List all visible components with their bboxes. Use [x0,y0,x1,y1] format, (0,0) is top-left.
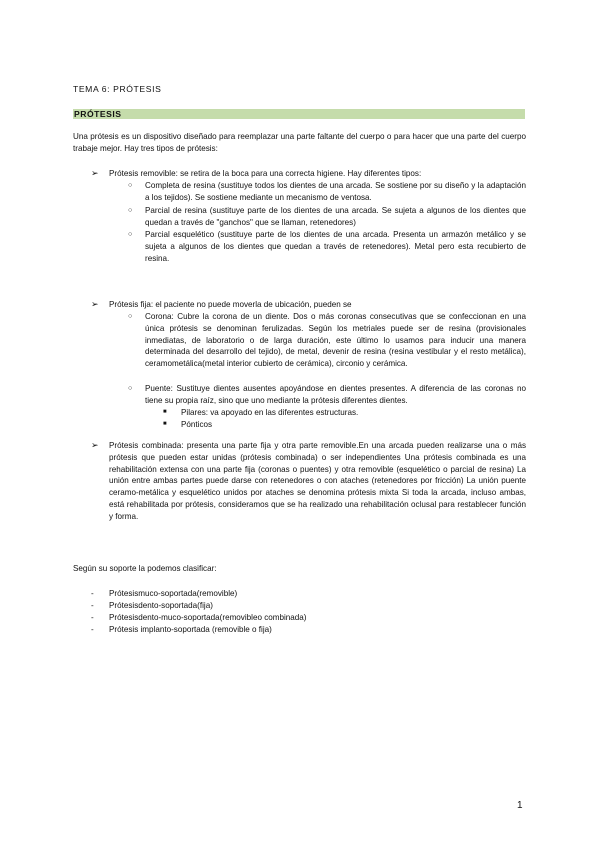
removible-item-completa: Completa de resina (sustituye todos los dientes de una arcada. Se sostiene por su diseño y la adaptación a los tejidos). Se sostiene mediante un mecanismo de ventosa. [145,181,526,202]
circle-bullet-icon: ○ [128,182,133,189]
circle-bullet-icon: ○ [128,385,133,392]
circle-bullet-icon: ○ [128,313,133,320]
soporte-item: Prótesis implanto-soportada (removible o fija) [109,625,272,634]
square-bullet-icon: ■ [163,409,167,415]
removible-heading: Prótesis removible: se retira de la boca para una correcta higiene. Hay diferentes tipos: [109,169,422,178]
section-title: PRÓTESIS [74,109,122,119]
section-highlight-bar [73,109,525,119]
soporte-item: Prótesisdento-soportada(fija) [109,601,213,610]
dash-bullet-icon: - [91,601,94,610]
fija-item-puente: Puente: Sustituye dientes ausentes apoyándose en dientes presentes. A diferencia de las coronas no tiene su propia raíz, sino que uno mediante la prótesis diferentes dientes. [145,384,526,405]
fija-subitem-pilares: Pilares: va apoyado en las diferentes estructuras. [181,408,359,417]
fija-item-corona: Corona: Cubre la corona de un diente. Dos o más coronas consecutivas que se confeccionan en una única prótesis se denominan ferulizadas. Según los metriales puede ser de resina (provisionales inmediatas, de laboratorio o de larga duración, este último lo usamos para inducir una manera determinada del desarrollo del tejido), de metal, devenir de resina (resina vestibular y el resto metálica), ceramometálica(metal interior cubierto de cerámica), circonio y cerámica. [145,312,526,369]
dash-bullet-icon: - [91,613,94,622]
topic-heading: TEMA 6: PRÓTESIS [73,84,162,94]
circle-bullet-icon: ○ [128,231,133,238]
combinada-paragraph: Prótesis combinada: presenta una parte fija y otra parte removible.En una arcada pueden realizarse una o más prótesis que pueden estar unidas (prótesis combinada) o ser independientes Una prótesis combinada es una rehabilitación extensa con una parte fija (coronas o puentes) y otra removible (esquelético o parcial de resina) La unión entre ambas partes puede darse con retenedores o con ataches (retenedores por fricción) La unión puente ceramo-metálica y esquelético unidos por ataches se denomina prótesis mixta Si toda la arcada, incluso ambas, está rehabilitada por prótesis, consideramos que se ha realizado una rehabilitación oclusal para restablecer función y forma. [109,441,526,521]
intro-paragraph: Una prótesis es un dispositivo diseñado para reemplazar una parte faltante del cuerpo o para hacer que una parte del cuerpo trabaje mejor. Hay tres tipos de prótesis: [73,132,526,153]
dash-bullet-icon: - [91,625,94,634]
soporte-intro: Según su soporte la podemos clasificar: [73,564,217,573]
soporte-item: Prótesisdento-muco-soportada(removibleo combinada) [109,613,307,622]
removible-item-parcial-resina: Parcial de resina (sustituye parte de los dientes de una arcada. Se sujeta a algunos de los dientes que quedan a través de "ganchos" que se llaman, retenedores) [145,206,526,227]
fija-heading: Prótesis fija: el paciente no puede moverla de ubicación, pueden se [109,300,352,309]
square-bullet-icon: ■ [163,421,167,427]
page-number: 1 [517,800,523,811]
dash-bullet-icon: - [91,589,94,598]
arrow-bullet-icon: ➢ [91,299,99,309]
arrow-bullet-icon: ➢ [91,168,99,178]
fija-subitem-ponticos: Pónticos [181,420,213,429]
soporte-item: Prótesismuco-soportada(removible) [109,589,238,598]
arrow-bullet-icon: ➢ [91,440,99,450]
removible-item-esqueletico: Parcial esquelético (sustituye parte de los dientes de una arcada. Presenta un armazón metálico y se sujeta a algunos de los dientes que quedan a través de retenedores). Metal pero esta recubierto de resina. [145,230,526,263]
circle-bullet-icon: ○ [128,207,133,214]
